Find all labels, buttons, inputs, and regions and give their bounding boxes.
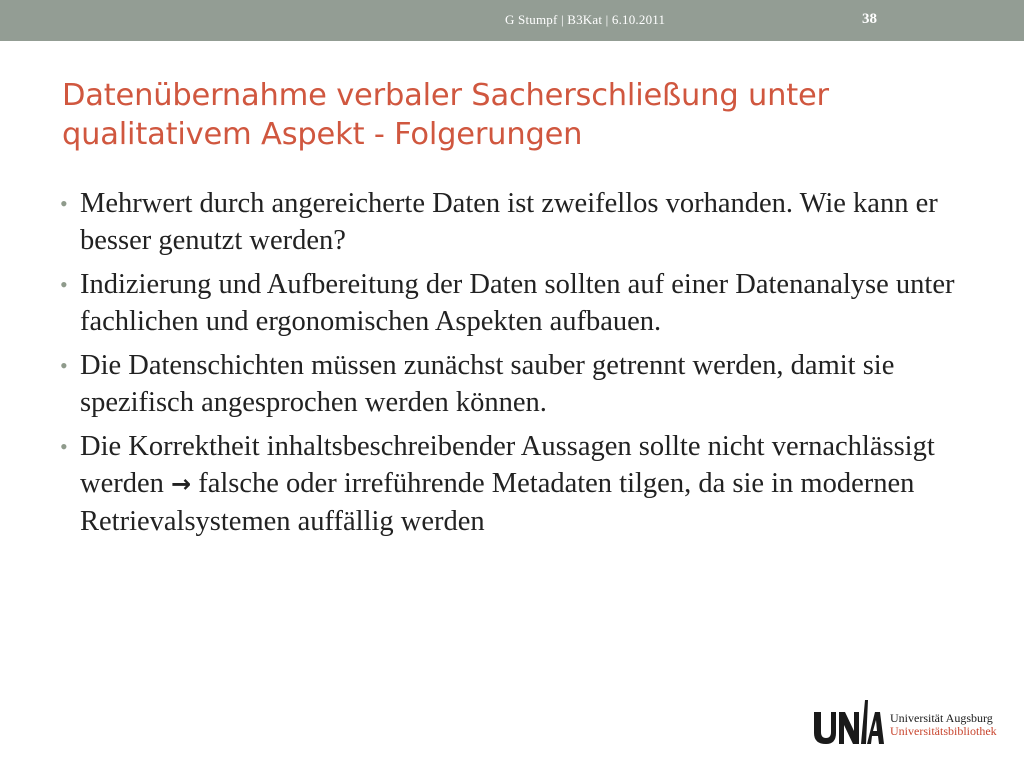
slide-number: 38	[862, 11, 877, 27]
slide-title: Datenübernahme verbaler Sacherschließung unter qualitativem Aspekt - Folgerungen	[62, 78, 829, 152]
bullet-icon: •	[60, 353, 68, 378]
logo-line-university: Universität Augsburg	[890, 711, 993, 725]
header-bar	[0, 0, 1024, 41]
logo-text	[890, 712, 997, 738]
bullet-list	[60, 185, 980, 547]
logo-line-library: Universitätsbibliothek	[890, 724, 997, 738]
bullet-icon: •	[60, 191, 68, 216]
bullet-item	[60, 185, 980, 259]
bullet-icon: •	[60, 272, 68, 297]
university-logo	[812, 696, 1002, 746]
bullet-text: Die Datenschichten müssen zunächst sauber getrennt werden, damit sie spezifisch angesprochen werden können.	[80, 350, 895, 418]
bullet-icon: •	[60, 434, 68, 459]
bullet-text-before: Die Korrektheit inhaltsbeschreibender Aussagen sollte nicht vernachlässigt werden	[80, 431, 935, 499]
bullet-text-after: falsche oder irreführende Metadaten tilgen, da sie in modernen Retrievalsystemen auffällig werden	[80, 468, 915, 537]
bullet-text: Mehrwert durch angereicherte Daten ist zweifellos vorhanden. Wie kann er besser genutzt werden?	[80, 188, 938, 256]
bullet-text: Indizierung und Aufbereitung der Daten sollten auf einer Datenanalyse unter fachlichen und ergonomischen Aspekten aufbauen.	[80, 269, 955, 337]
footer-text: G Stumpf | B3Kat | 6.10.2011	[505, 12, 666, 27]
unia-logo-icon	[812, 696, 884, 746]
bullet-item	[60, 428, 980, 540]
bullet-item	[60, 266, 980, 340]
arrow-right-icon: →	[171, 470, 192, 498]
bullet-item	[60, 347, 980, 421]
